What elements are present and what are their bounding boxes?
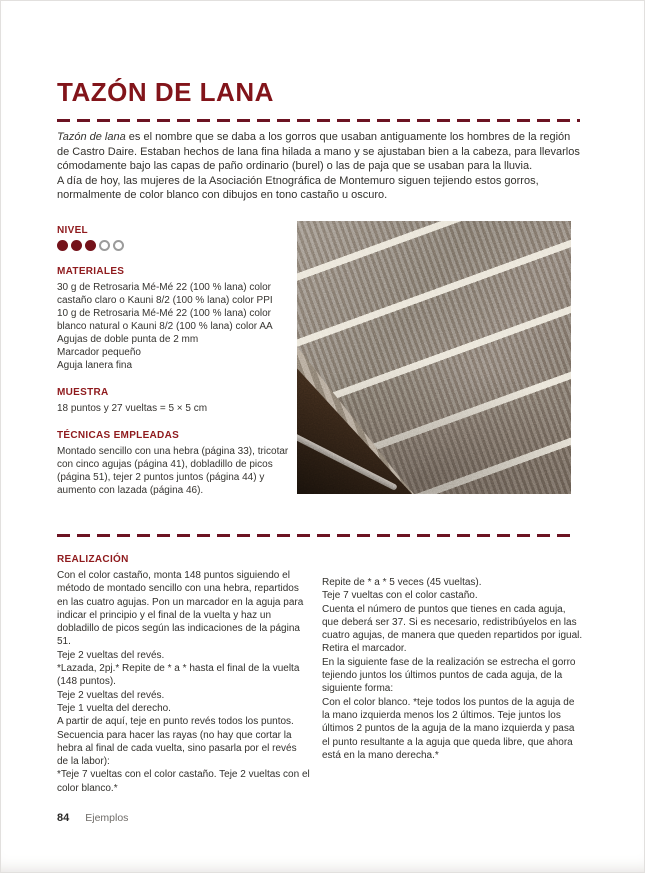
muestra-text: 18 puntos y 27 vueltas = 5 × 5 cm xyxy=(57,403,208,414)
section-materiales xyxy=(57,265,297,372)
instruction-paragraph: *Teje 7 vueltas con el color castaño. Teje 2 vueltas con el color blanco.* xyxy=(57,769,310,794)
instruction-paragraph: Teje 1 vuelta del derecho. xyxy=(57,702,171,714)
nivel-label: NIVEL xyxy=(57,225,88,236)
material-item: 30 g de Retrosaria Mé-Mé 22 (100 % lana) color castaño claro o Kauni 8/2 (100 % lana) color PPI xyxy=(57,282,273,306)
level-dot xyxy=(71,240,82,251)
realizacion-label: REALIZACIÓN xyxy=(57,554,129,565)
intro-body: es el nombre que se daba a los gorros que usaban antiguamente los hombres de la región de Castro Daire. Estaban hechos de lana fina hilada a mano y se ajustaban bien a la cabeza, para llevarlos cómodamente bajo las capas de paño ordinario (burel) o las de paja que se usaban para la lluvia. xyxy=(57,131,580,173)
intro-paragraph xyxy=(57,130,582,203)
instruction-paragraph: Teje 2 vueltas del revés. xyxy=(57,689,165,701)
intro-body-2: A día de hoy, las mujeres de la Asociación Etnográfica de Montemuro siguen tejiendo estos gorros, normalmente de color blanco con dibujos en tono castaño u oscuro. xyxy=(57,174,539,202)
instruction-paragraph: Secuencia para hacer las rayas (no hay que cortar la hebra al final de cada vuelta, sino pasarla por el revés de la labor): xyxy=(57,729,297,768)
tecnicas-label: TÉCNICAS EMPLEADAS xyxy=(57,430,180,441)
level-dots xyxy=(57,240,297,251)
intro-lead-italic: Tazón de lana xyxy=(57,131,126,143)
instruction-paragraph: *Lazada, 2pj.* Repite de * a * hasta el final de la vuelta (148 puntos). xyxy=(57,663,300,688)
material-item: Aguja lanera fina xyxy=(57,360,133,371)
section-muestra xyxy=(57,386,297,415)
realizacion-column-right xyxy=(322,576,584,762)
page-number: 84 xyxy=(57,812,70,824)
tecnicas-text: Montado sencillo con una hebra (página 33), tricotar con cinco agujas (página 41), dobladillo de picos (página 51), tejer 2 puntos juntos (página 44) y aumento con lazada (página 46). xyxy=(57,446,289,496)
section-tecnicas xyxy=(57,429,297,497)
material-item: 10 g de Retrosaria Mé-Mé 22 (100 % lana) color blanco natural o Kauni 8/2 (100 % lana) color AA xyxy=(57,308,273,332)
section-nivel xyxy=(57,224,297,251)
realizacion-column-left xyxy=(57,569,310,795)
instruction-paragraph: Con el color castaño, monta 148 puntos siguiendo el método de montado sencillo con una hebra, repartidos en las cuatro agujas. Pon un marcador en la aguja para indicar el principio y el final de la vuelta y haz un dobladillo de picos según las indicaciones de la página 51. xyxy=(57,570,304,648)
page-footer xyxy=(57,812,128,824)
instruction-paragraph: Cuenta el número de puntos que tienes en cada aguja, que deberá ser 37. Si es necesario, redistribúyelos en las cuatro agujas, de manera que queden repartidos por igual. xyxy=(322,603,583,642)
footer-section-name: Ejemplos xyxy=(85,812,129,824)
instruction-paragraph: Teje 2 vueltas del revés. xyxy=(57,649,165,661)
title-dashed-rule xyxy=(57,119,580,122)
knitted-cap-photo xyxy=(297,221,571,494)
level-dot xyxy=(57,240,68,251)
level-dot xyxy=(99,240,110,251)
instruction-paragraph: Teje 7 vueltas con el color castaño. xyxy=(322,590,478,602)
muestra-label: MUESTRA xyxy=(57,387,109,398)
instruction-paragraph: A partir de aquí, teje en punto revés todos los puntos. xyxy=(57,716,294,728)
info-column xyxy=(57,224,297,511)
instruction-paragraph: Retira el marcador. xyxy=(322,643,407,655)
materiales-label: MATERIALES xyxy=(57,266,125,277)
section-dashed-rule xyxy=(57,534,574,537)
page-title: TAZÓN DE LANA xyxy=(57,77,274,108)
level-dot xyxy=(85,240,96,251)
photo-grain-overlay xyxy=(297,221,571,494)
instruction-paragraph: Repite de * a * 5 veces (45 vueltas). xyxy=(322,577,482,588)
material-item: Agujas de doble punta de 2 mm xyxy=(57,334,199,345)
material-item: Marcador pequeño xyxy=(57,347,141,358)
instruction-paragraph: Con el color blanco. *teje todos los puntos de la aguja de la mano izquierda menos los 2 últimos. Teje juntos los últimos 2 puntos de la aguja de la mano izquierda y pasa el punto resultante a la aguja que queda libre, que ahora está en la mano derecha.* xyxy=(322,696,575,761)
instruction-paragraph: En la siguiente fase de la realización se estrecha el gorro tejiendo juntos los últimos puntos de cada aguja, de la siguiente forma: xyxy=(322,656,576,695)
level-dot xyxy=(113,240,124,251)
